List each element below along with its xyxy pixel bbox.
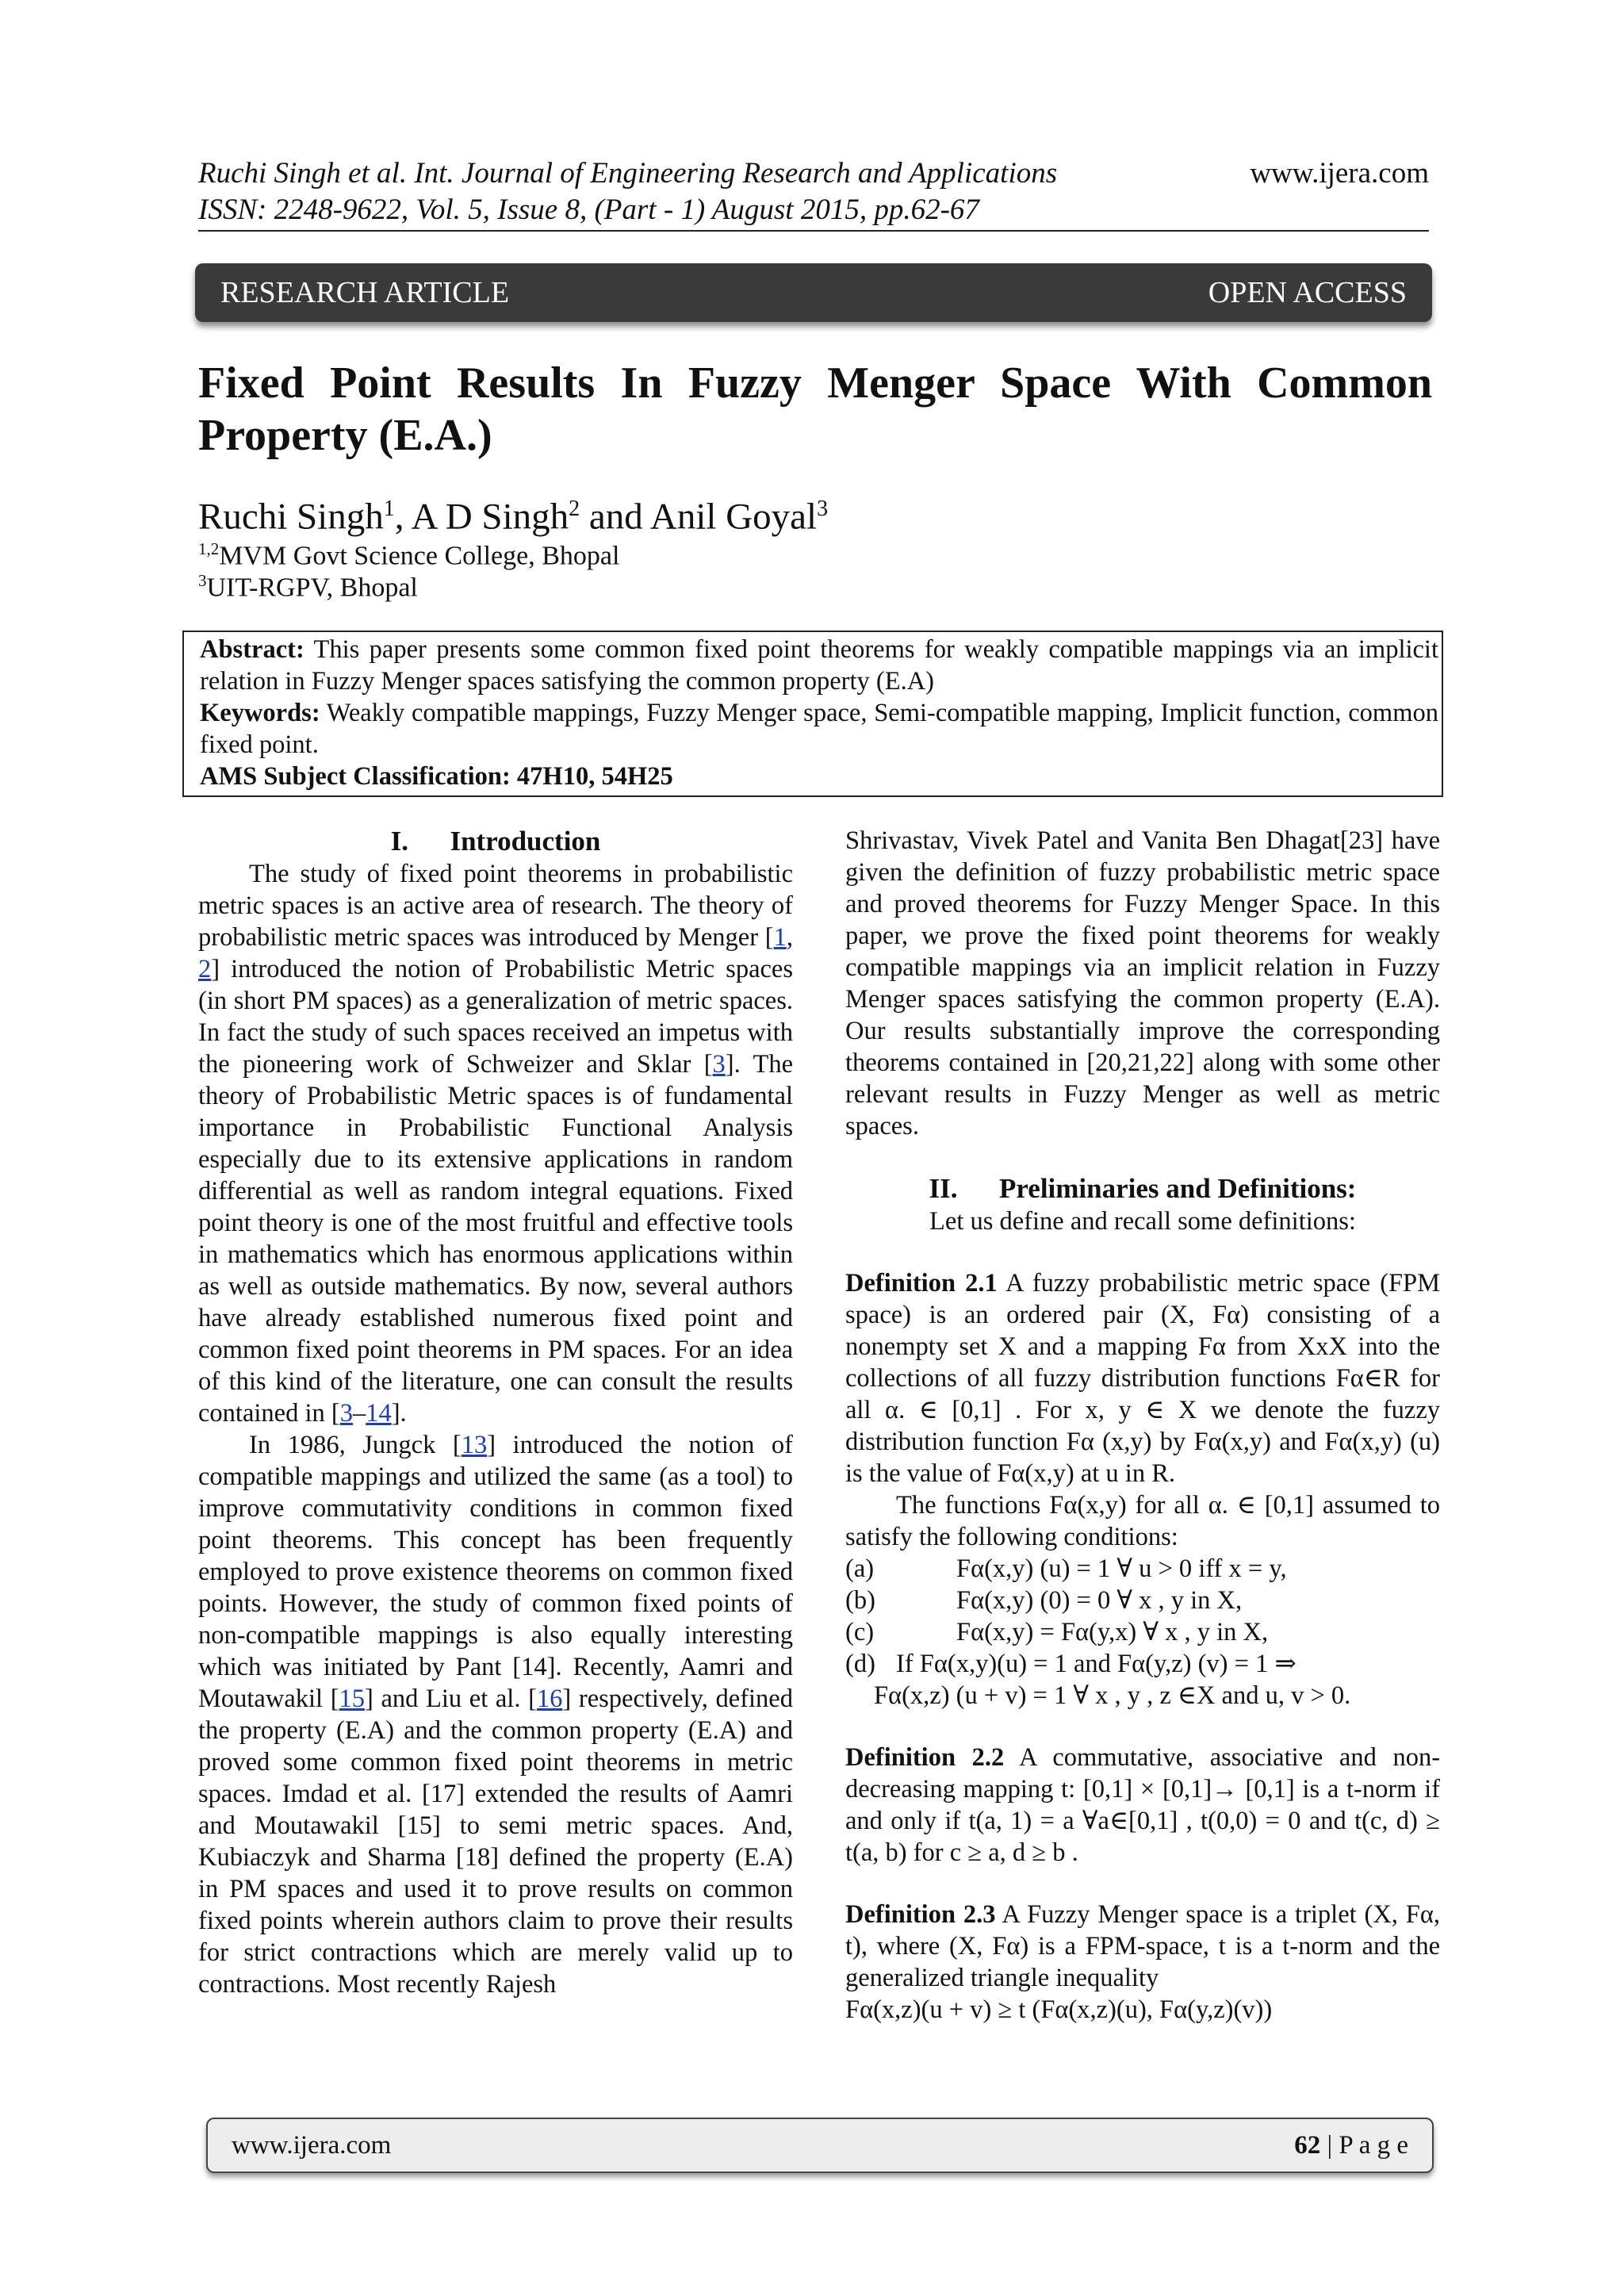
affiliation-marker: 1,2: [198, 539, 220, 558]
definition: [845, 1267, 1440, 1489]
affiliation-text: MVM Govt Science College, Bhopal: [219, 541, 620, 571]
reference-link[interactable]: 2: [198, 955, 212, 983]
keywords-text: Weakly compatible mappings, Fuzzy Menger space, Semi-compatible mapping, Implicit function, common fixed point.: [200, 699, 1438, 759]
definition: [845, 1742, 1440, 1869]
ams-classification: [200, 761, 1438, 792]
condition-item: [845, 1585, 1440, 1616]
section-heading: II. Preliminaries and Definitions:: [929, 1173, 1357, 1204]
text-run: ] respectively, defined the property (E.A) and the common property (E.A) and proved some common fixed point theorems in metric spaces. Imdad et al. [17] extended the results of Aamri and Moutawakil [15] to semi metric spaces. And, Kubiaczyk and Sharma [18] defined the property (E.A) in PM spaces and used it to prove results on common fixed points wherein authors claim to prove their results for strict contractions which are merely valid up to contractions. Most recently Rajesh: [198, 1685, 793, 1999]
reference-link[interactable]: 1: [773, 923, 787, 952]
reference-link[interactable]: 13: [461, 1431, 488, 1459]
condition-text: Fα(x,y) (0) = 0 ∀ x , y in X,: [956, 1586, 1243, 1615]
condition-tag: (c): [845, 1618, 875, 1646]
text-run: ] introduced the notion of Probabilistic Metric spaces (in short PM spaces) as a generalization of metric spaces. In fact the study of such spaces received an impetus with the pioneering work of Schweizer and Sklar [: [198, 955, 793, 1079]
condition-text: If Fα(x,y)(u) = 1 and Fα(y,z) (v) = 1 ⇒: [896, 1650, 1297, 1678]
keywords: [200, 697, 1438, 761]
text-run: In 1986, Jungck [: [249, 1431, 462, 1459]
section-intro: Let us define and recall some definitions:: [929, 1207, 1356, 1236]
reference-link[interactable]: 3: [339, 1399, 353, 1428]
condition-text: Fα(x,y) (u) = 1 ∀ u > 0 iff x = y,: [956, 1554, 1287, 1583]
abstract-label: Abstract:: [200, 635, 304, 664]
reference-link[interactable]: 15: [339, 1685, 366, 1713]
author-name: Ruchi Singh: [198, 496, 384, 538]
author-separator: and: [580, 496, 650, 538]
header-divider: [198, 230, 1429, 232]
text-run: ,: [786, 923, 793, 952]
page-number: [1294, 2131, 1408, 2160]
condition-tag: (d): [845, 1650, 875, 1678]
author-affiliation-marker: 3: [817, 496, 829, 521]
paragraph: Shrivastav, Vivek Patel and Vanita Ben Dhagat[23] have given the definition of fuzzy probabilistic metric space and proved theorems for Fuzzy Menger Space. In this paper, we prove the fixed point theorems for weakly compatible mappings via an implicit relation in Fuzzy Menger spaces satisfying the common property (E.A). Our results substantially improve the corresponding theorems contained in [20,21,22] along with some other relevant results in Fuzzy Menger as well as metric spaces.: [845, 826, 1440, 1140]
page-number-value: 62: [1294, 2130, 1321, 2160]
journal-citation: [198, 155, 1057, 228]
author-name: Anil Goyal: [649, 496, 818, 538]
text-run: ] and Liu et al. [: [365, 1685, 537, 1713]
author-name: A D Singh: [411, 496, 569, 538]
article-type-banner: [195, 263, 1432, 322]
definition-text: A fuzzy probabilistic metric space (FPM space) is an ordered pair (X, Fα) consisting of a nonempty set X and a mapping Fα from XxX into the collections of all fuzzy distribution functions Fα∈R for all α. ∈ [0,1] . For x, y ∈ X we denote the fuzzy distribution function Fα (x,y) by Fα(x,y) and Fα(x,y) (u) is the value of Fα(x,y) at u in R.: [845, 1269, 1440, 1488]
paragraph: The functions Fα(x,y) for all α. ∈ [0,1] assumed to satisfy the following conditions:: [845, 1491, 1440, 1551]
abstract: [200, 634, 1438, 697]
left-column: [198, 825, 793, 2000]
ams-text: AMS Subject Classification: 47H10, 54H25: [200, 762, 673, 791]
abstract-box: [182, 631, 1443, 797]
section-heading: I. Introduction: [390, 826, 601, 857]
condition-item: [845, 1648, 1440, 1680]
definition-label: Definition 2.1: [845, 1269, 998, 1297]
paragraph: [198, 858, 793, 1429]
text-run: ] introduced the notion of compatible mappings and utilized the same (as a tool) to improve commutativity conditions in common fixed point theorems. This concept has been frequently employed to prove existence theorems on common fixed points. However, the study of common fixed points of non-compatible mappings is also equally interesting which was initiated by Pant [14]. Recently, Aamri and Moutawakil [: [198, 1431, 793, 1713]
author-affiliation-marker: 1: [383, 496, 395, 521]
open-access-label: OPEN ACCESS: [1208, 276, 1407, 309]
journal-website[interactable]: www.ijera.com: [1250, 157, 1429, 190]
affiliation-marker: 3: [198, 571, 207, 590]
condition-text: Fα(x,y) = Fα(y,x) ∀ x , y in X,: [956, 1618, 1269, 1646]
definition-label: Definition 2.3: [845, 1900, 996, 1929]
research-article-label: RESEARCH ARTICLE: [220, 276, 510, 309]
journal-line-2: ISSN: 2248-9622, Vol. 5, Issue 8, (Part - 1) August 2015, pp.62-67: [198, 194, 979, 226]
affiliation: [198, 565, 418, 604]
paragraph: [198, 1429, 793, 2000]
journal-line-1: Ruchi Singh et al. Int. Journal of Engineering Research and Applications: [198, 157, 1058, 190]
condition-continuation: Fα(x,z) (u + v) = 1 ∀ x , y , z ∈X and u, v > 0.: [874, 1681, 1351, 1710]
definition-text: A commutative, associative and non-decreasing mapping t: [0,1] × [0,1]→ [0,1] is a t-norm if and only if t(a, 1) = a ∀a∈[0,1] , t(0,0) = 0 and t(c, d) ≥ t(a, b) for c ≥ a, d ≥ b .: [845, 1743, 1441, 1867]
keywords-label: Keywords:: [200, 699, 320, 727]
author-affiliation-marker: 2: [569, 496, 580, 521]
paper-title: Fixed Point Results In Fuzzy Menger Space With Common Property (E.A.): [198, 358, 1432, 460]
footer-website[interactable]: www.ijera.com: [232, 2130, 392, 2160]
abstract-text: This paper presents some common fixed point theorems for weakly compatible mappings via an implicit relation in Fuzzy Menger spaces satisfying the common property (E.A): [200, 635, 1438, 696]
text-run: –: [352, 1399, 366, 1428]
page-label: | P a g e: [1320, 2130, 1408, 2160]
definition-text: A Fuzzy Menger space is a triplet (X, Fα, t), where (X, Fα) is a FPM-space, t is a t-norm and the generalized triangle inequality: [845, 1900, 1440, 1992]
reference-link[interactable]: 16: [536, 1685, 563, 1713]
text-run: The study of fixed point theorems in probabilistic metric spaces is an active area of research. The theory of probabilistic metric spaces was introduced by Menger [: [198, 860, 793, 952]
text-run: ].: [391, 1399, 407, 1428]
definition: [845, 1899, 1440, 1994]
page-footer: [206, 2118, 1434, 2173]
formula: Fα(x,z)(u + v) ≥ t (Fα(x,z)(u), Fα(y,z)(v)): [845, 1995, 1273, 2024]
definition-label: Definition 2.2: [845, 1743, 1005, 1772]
reference-link[interactable]: 3: [712, 1050, 726, 1079]
condition-item: [845, 1553, 1440, 1585]
condition-item: [845, 1616, 1440, 1648]
condition-tag: (a): [845, 1554, 875, 1583]
text-run: ]. The theory of Probabilistic Metric spaces is of fundamental importance in Probabilistic Functional Analysis especially due to its extensive applications in random differential as well as random integral equations. Fixed point theory is one of the most fruitful and effective tools in mathematics which has enormous applications within as well as outside mathematics. By now, several authors have already established numerous fixed point and common fixed point theorems in PM spaces. For an idea of this kind of the literature, one can consult the results contained in [: [198, 1050, 793, 1428]
reference-link[interactable]: 14: [366, 1399, 392, 1428]
condition-tag: (b): [845, 1586, 875, 1615]
author-list: [198, 487, 828, 539]
author-separator: ,: [394, 496, 412, 538]
affiliation-text: UIT-RGPV, Bhopal: [206, 573, 418, 603]
right-column: [845, 825, 1440, 2026]
